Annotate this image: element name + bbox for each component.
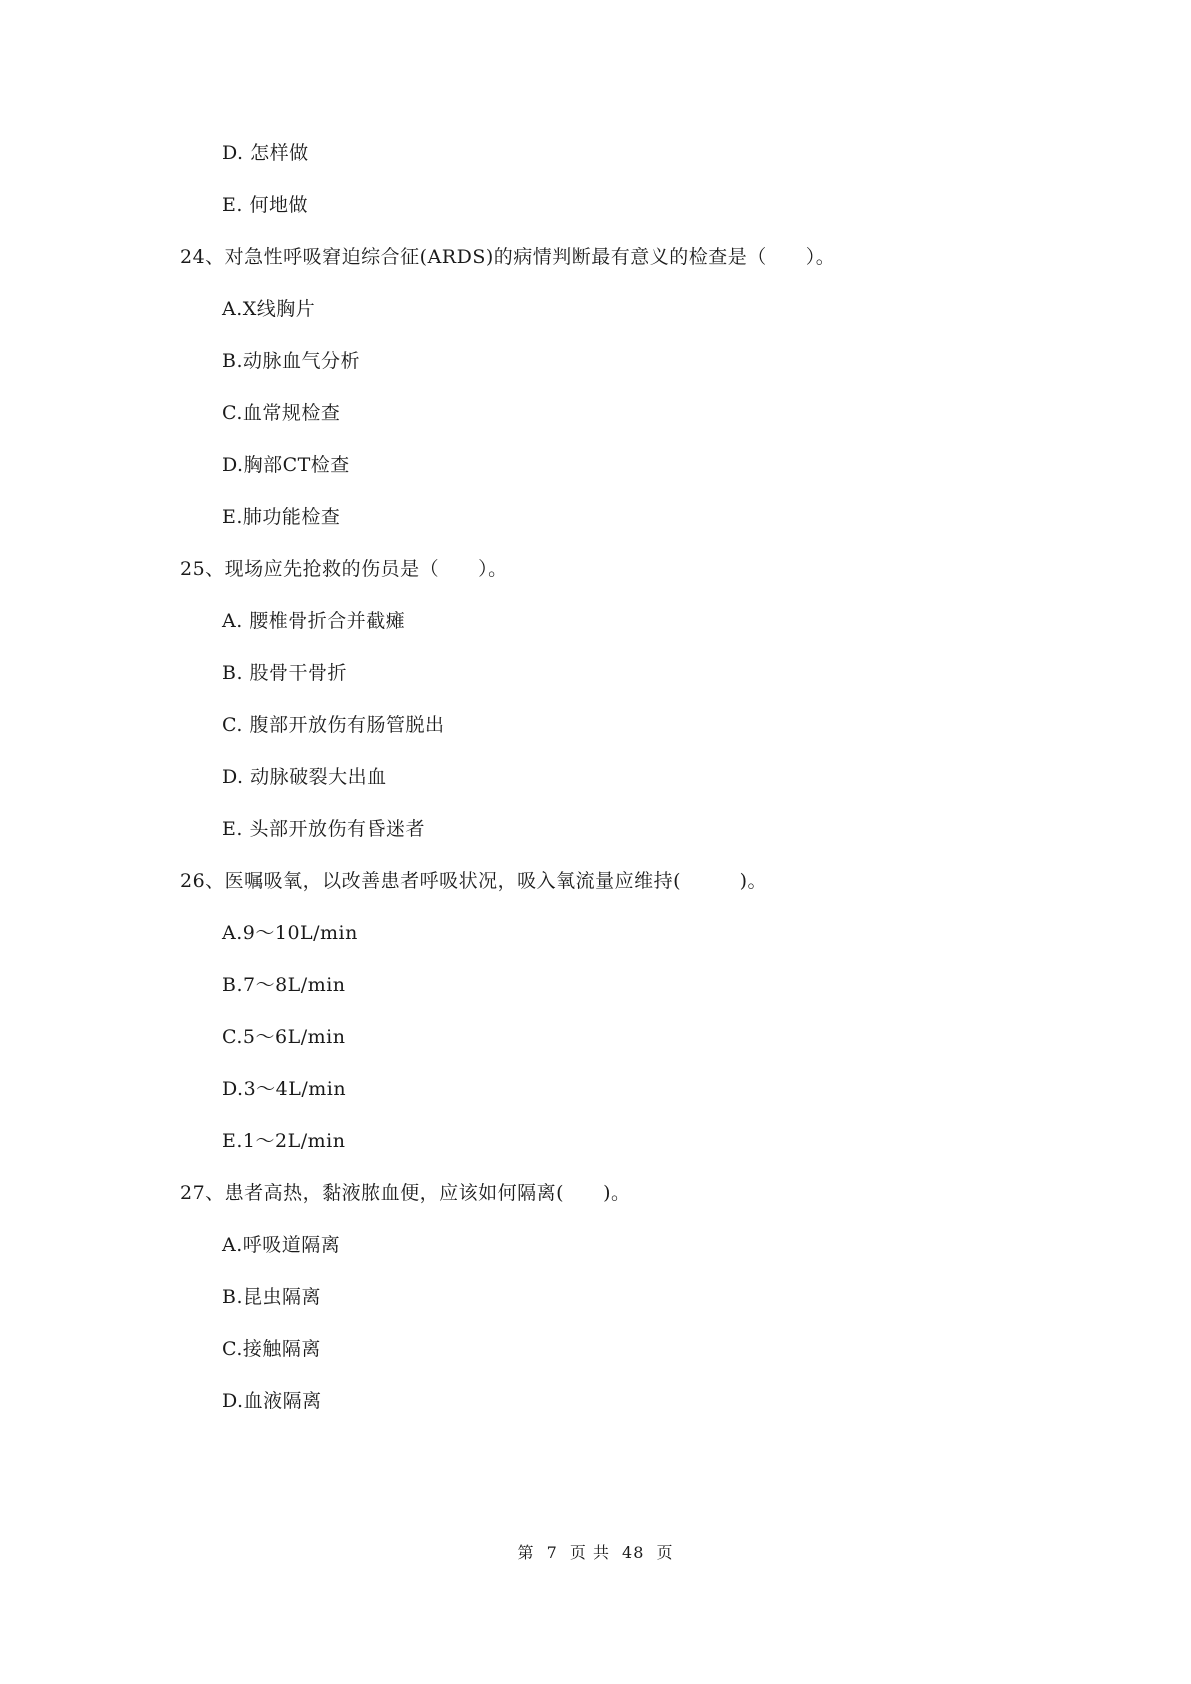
answer-option: C.血常规检查 — [222, 402, 341, 424]
answer-option: A.9～10L/min — [222, 922, 358, 944]
answer-option: B. 股骨干骨折 — [222, 662, 348, 684]
footer-current-page: 7 — [546, 1543, 558, 1562]
answer-option: D.血液隔离 — [222, 1390, 322, 1412]
answer-option: D. 怎样做 — [222, 142, 309, 164]
answer-option: B.动脉血气分析 — [222, 350, 361, 372]
answer-option: A. 腰椎骨折合并截瘫 — [222, 610, 406, 632]
footer-total-pages: 48 — [622, 1543, 645, 1562]
footer-middle: 页 共 — [569, 1543, 610, 1562]
answer-option: D. 动脉破裂大出血 — [222, 766, 387, 788]
answer-option: D.3～4L/min — [222, 1078, 347, 1100]
footer-prefix: 第 — [517, 1543, 535, 1562]
footer-suffix: 页 — [656, 1543, 674, 1562]
answer-option: E.1～2L/min — [222, 1130, 346, 1152]
answer-option: E. 头部开放伤有昏迷者 — [222, 818, 425, 840]
answer-option: E.肺功能检查 — [222, 506, 341, 528]
question-stem: 25、现场应先抢救的伤员是（ ）。 — [180, 558, 508, 580]
question-stem: 27、患者高热，黏液脓血便，应该如何隔离( )。 — [180, 1182, 631, 1204]
question-stem: 24、对急性呼吸窘迫综合征(ARDS)的病情判断最有意义的检查是（ ）。 — [180, 246, 836, 268]
answer-option: A.X线胸片 — [222, 298, 316, 320]
answer-option: A.呼吸道隔离 — [222, 1234, 341, 1256]
answer-option: C.5～6L/min — [222, 1026, 346, 1048]
answer-option: E. 何地做 — [222, 194, 308, 216]
answer-option: C.接触隔离 — [222, 1338, 321, 1360]
answer-option: B.昆虫隔离 — [222, 1286, 322, 1308]
answer-option: D.胸部CT检查 — [222, 454, 350, 476]
page-footer — [0, 1542, 1191, 1564]
question-stem: 26、医嘱吸氧，以改善患者呼吸状况，吸入氧流量应维持( )。 — [180, 870, 768, 892]
answer-option: B.7～8L/min — [222, 974, 346, 996]
answer-option: C. 腹部开放伤有肠管脱出 — [222, 714, 445, 736]
